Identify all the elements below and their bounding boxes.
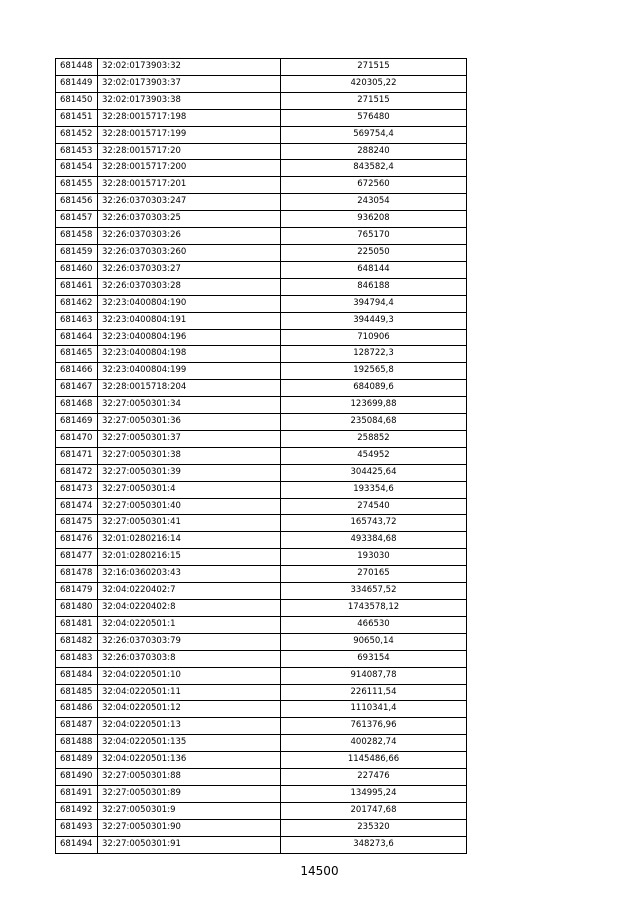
cadastral-number-cell: 32:27:0050301:91 bbox=[98, 836, 281, 853]
cadastral-number-cell: 32:27:0050301:89 bbox=[98, 785, 281, 802]
table-row bbox=[56, 75, 467, 92]
row-id-cell: 681482 bbox=[56, 633, 98, 650]
cadastral-number-cell: 32:23:0400804:198 bbox=[98, 346, 281, 363]
row-id-cell: 681490 bbox=[56, 769, 98, 786]
table-row bbox=[56, 802, 467, 819]
row-id-cell: 681467 bbox=[56, 380, 98, 397]
cadastral-number-cell: 32:04:0220501:12 bbox=[98, 701, 281, 718]
table-row bbox=[56, 244, 467, 261]
row-id-cell: 681474 bbox=[56, 498, 98, 515]
table-row bbox=[56, 464, 467, 481]
row-id-cell: 681456 bbox=[56, 194, 98, 211]
cadastral-number-cell: 32:26:0370303:247 bbox=[98, 194, 281, 211]
row-id-cell: 681463 bbox=[56, 312, 98, 329]
table-row bbox=[56, 329, 467, 346]
value-cell: 288240 bbox=[281, 143, 467, 160]
value-cell: 270165 bbox=[281, 566, 467, 583]
row-id-cell: 681488 bbox=[56, 735, 98, 752]
cadastral-number-cell: 32:27:0050301:37 bbox=[98, 430, 281, 447]
table-row bbox=[56, 295, 467, 312]
cadastral-number-cell: 32:27:0050301:4 bbox=[98, 481, 281, 498]
cadastral-number-cell: 32:23:0400804:191 bbox=[98, 312, 281, 329]
row-id-cell: 681492 bbox=[56, 802, 98, 819]
table-row bbox=[56, 414, 467, 431]
row-id-cell: 681454 bbox=[56, 160, 98, 177]
cadastral-number-cell: 32:04:0220501:10 bbox=[98, 667, 281, 684]
cadastral-number-cell: 32:28:0015717:201 bbox=[98, 177, 281, 194]
row-id-cell: 681449 bbox=[56, 75, 98, 92]
cadastral-number-cell: 32:23:0400804:190 bbox=[98, 295, 281, 312]
value-cell: 1743578,12 bbox=[281, 600, 467, 617]
value-cell: 192565,8 bbox=[281, 363, 467, 380]
row-id-cell: 681473 bbox=[56, 481, 98, 498]
value-cell: 193354,6 bbox=[281, 481, 467, 498]
row-id-cell: 681494 bbox=[56, 836, 98, 853]
value-cell: 90650,14 bbox=[281, 633, 467, 650]
table-row bbox=[56, 633, 467, 650]
table-row bbox=[56, 481, 467, 498]
cadastral-number-cell: 32:26:0370303:27 bbox=[98, 261, 281, 278]
cadastral-number-cell: 32:26:0370303:28 bbox=[98, 278, 281, 295]
value-cell: 226111,54 bbox=[281, 684, 467, 701]
row-id-cell: 681459 bbox=[56, 244, 98, 261]
value-cell: 165743,72 bbox=[281, 515, 467, 532]
row-id-cell: 681458 bbox=[56, 228, 98, 245]
table-row bbox=[56, 447, 467, 464]
value-cell: 227476 bbox=[281, 769, 467, 786]
row-id-cell: 681460 bbox=[56, 261, 98, 278]
row-id-cell: 681468 bbox=[56, 397, 98, 414]
row-id-cell: 681466 bbox=[56, 363, 98, 380]
value-cell: 672560 bbox=[281, 177, 467, 194]
table-row bbox=[56, 363, 467, 380]
cadastral-number-cell: 32:04:0220501:135 bbox=[98, 735, 281, 752]
page-number: 14500 bbox=[300, 864, 339, 878]
cadastral-number-cell: 32:27:0050301:90 bbox=[98, 819, 281, 836]
value-cell: 134995,24 bbox=[281, 785, 467, 802]
table-row bbox=[56, 59, 467, 76]
row-id-cell: 681464 bbox=[56, 329, 98, 346]
table-row bbox=[56, 583, 467, 600]
value-cell: 225050 bbox=[281, 244, 467, 261]
table-row bbox=[56, 228, 467, 245]
cadastral-number-cell: 32:01:0280216:14 bbox=[98, 532, 281, 549]
value-cell: 348273,6 bbox=[281, 836, 467, 853]
row-id-cell: 681481 bbox=[56, 616, 98, 633]
table-row bbox=[56, 515, 467, 532]
row-id-cell: 681480 bbox=[56, 600, 98, 617]
cadastral-number-cell: 32:27:0050301:40 bbox=[98, 498, 281, 515]
table-row bbox=[56, 143, 467, 160]
row-id-cell: 681451 bbox=[56, 109, 98, 126]
cadastral-value-table bbox=[55, 58, 467, 854]
cadastral-number-cell: 32:27:0050301:88 bbox=[98, 769, 281, 786]
cadastral-number-cell: 32:28:0015717:20 bbox=[98, 143, 281, 160]
cadastral-number-cell: 32:27:0050301:41 bbox=[98, 515, 281, 532]
table-row bbox=[56, 430, 467, 447]
cadastral-number-cell: 32:02:0173903:37 bbox=[98, 75, 281, 92]
table-row bbox=[56, 667, 467, 684]
row-id-cell: 681465 bbox=[56, 346, 98, 363]
cadastral-number-cell: 32:02:0173903:32 bbox=[98, 59, 281, 76]
row-id-cell: 681475 bbox=[56, 515, 98, 532]
table-row bbox=[56, 532, 467, 549]
cadastral-number-cell: 32:04:0220402:8 bbox=[98, 600, 281, 617]
table-row bbox=[56, 836, 467, 853]
row-id-cell: 681472 bbox=[56, 464, 98, 481]
cadastral-number-cell: 32:27:0050301:38 bbox=[98, 447, 281, 464]
row-id-cell: 681461 bbox=[56, 278, 98, 295]
value-cell: 761376,96 bbox=[281, 718, 467, 735]
table-row bbox=[56, 769, 467, 786]
table-row bbox=[56, 684, 467, 701]
value-cell: 454952 bbox=[281, 447, 467, 464]
table-row bbox=[56, 600, 467, 617]
cadastral-number-cell: 32:28:0015717:198 bbox=[98, 109, 281, 126]
value-cell: 420305,22 bbox=[281, 75, 467, 92]
value-cell: 271515 bbox=[281, 59, 467, 76]
table-row bbox=[56, 109, 467, 126]
cadastral-number-cell: 32:04:0220402:7 bbox=[98, 583, 281, 600]
cadastral-number-cell: 32:04:0220501:11 bbox=[98, 684, 281, 701]
value-cell: 394449,3 bbox=[281, 312, 467, 329]
value-cell: 400282,74 bbox=[281, 735, 467, 752]
value-cell: 394794,4 bbox=[281, 295, 467, 312]
cadastral-number-cell: 32:04:0220501:136 bbox=[98, 752, 281, 769]
row-id-cell: 681453 bbox=[56, 143, 98, 160]
cadastral-number-cell: 32:04:0220501:13 bbox=[98, 718, 281, 735]
table-row bbox=[56, 549, 467, 566]
cadastral-number-cell: 32:26:0370303:25 bbox=[98, 211, 281, 228]
value-cell: 128722,3 bbox=[281, 346, 467, 363]
value-cell: 684089,6 bbox=[281, 380, 467, 397]
table-row bbox=[56, 718, 467, 735]
row-id-cell: 681448 bbox=[56, 59, 98, 76]
table-row bbox=[56, 92, 467, 109]
table-row bbox=[56, 566, 467, 583]
value-cell: 304425,64 bbox=[281, 464, 467, 481]
value-cell: 765170 bbox=[281, 228, 467, 245]
row-id-cell: 681471 bbox=[56, 447, 98, 464]
row-id-cell: 681487 bbox=[56, 718, 98, 735]
row-id-cell: 681450 bbox=[56, 92, 98, 109]
row-id-cell: 681479 bbox=[56, 583, 98, 600]
cadastral-number-cell: 32:27:0050301:34 bbox=[98, 397, 281, 414]
row-id-cell: 681486 bbox=[56, 701, 98, 718]
table-row bbox=[56, 211, 467, 228]
value-cell: 271515 bbox=[281, 92, 467, 109]
cadastral-number-cell: 32:26:0370303:8 bbox=[98, 650, 281, 667]
value-cell: 493384,68 bbox=[281, 532, 467, 549]
value-cell: 843582,4 bbox=[281, 160, 467, 177]
cadastral-number-cell: 32:26:0370303:26 bbox=[98, 228, 281, 245]
value-cell: 936208 bbox=[281, 211, 467, 228]
value-cell: 235084,68 bbox=[281, 414, 467, 431]
value-cell: 243054 bbox=[281, 194, 467, 211]
row-id-cell: 681491 bbox=[56, 785, 98, 802]
value-cell: 710906 bbox=[281, 329, 467, 346]
value-cell: 466530 bbox=[281, 616, 467, 633]
value-cell: 334657,52 bbox=[281, 583, 467, 600]
cadastral-number-cell: 32:28:0015717:199 bbox=[98, 126, 281, 143]
cadastral-number-cell: 32:26:0370303:260 bbox=[98, 244, 281, 261]
cadastral-number-cell: 32:26:0370303:79 bbox=[98, 633, 281, 650]
table-row bbox=[56, 380, 467, 397]
cadastral-number-cell: 32:23:0400804:196 bbox=[98, 329, 281, 346]
table-row bbox=[56, 616, 467, 633]
value-cell: 235320 bbox=[281, 819, 467, 836]
table-row bbox=[56, 278, 467, 295]
cadastral-number-cell: 32:01:0280216:15 bbox=[98, 549, 281, 566]
row-id-cell: 681469 bbox=[56, 414, 98, 431]
value-cell: 201747,68 bbox=[281, 802, 467, 819]
table-row bbox=[56, 498, 467, 515]
cadastral-number-cell: 32:28:0015717:200 bbox=[98, 160, 281, 177]
value-cell: 274540 bbox=[281, 498, 467, 515]
row-id-cell: 681485 bbox=[56, 684, 98, 701]
cadastral-number-cell: 32:28:0015718:204 bbox=[98, 380, 281, 397]
value-cell: 123699,88 bbox=[281, 397, 467, 414]
cadastral-number-cell: 32:27:0050301:39 bbox=[98, 464, 281, 481]
value-cell: 693154 bbox=[281, 650, 467, 667]
table-row bbox=[56, 752, 467, 769]
row-id-cell: 681462 bbox=[56, 295, 98, 312]
table-row bbox=[56, 194, 467, 211]
table-row bbox=[56, 160, 467, 177]
table-row bbox=[56, 177, 467, 194]
value-cell: 193030 bbox=[281, 549, 467, 566]
cadastral-number-cell: 32:04:0220501:1 bbox=[98, 616, 281, 633]
value-cell: 1110341,4 bbox=[281, 701, 467, 718]
row-id-cell: 681457 bbox=[56, 211, 98, 228]
table-row bbox=[56, 701, 467, 718]
value-cell: 258852 bbox=[281, 430, 467, 447]
cadastral-number-cell: 32:16:0360203:43 bbox=[98, 566, 281, 583]
row-id-cell: 681489 bbox=[56, 752, 98, 769]
row-id-cell: 681483 bbox=[56, 650, 98, 667]
cadastral-number-cell: 32:23:0400804:199 bbox=[98, 363, 281, 380]
row-id-cell: 681476 bbox=[56, 532, 98, 549]
row-id-cell: 681452 bbox=[56, 126, 98, 143]
row-id-cell: 681455 bbox=[56, 177, 98, 194]
table-body bbox=[56, 59, 467, 854]
cadastral-number-cell: 32:02:0173903:38 bbox=[98, 92, 281, 109]
table-row bbox=[56, 650, 467, 667]
value-cell: 648144 bbox=[281, 261, 467, 278]
value-cell: 1145486,66 bbox=[281, 752, 467, 769]
row-id-cell: 681470 bbox=[56, 430, 98, 447]
table-row bbox=[56, 397, 467, 414]
value-cell: 914087,78 bbox=[281, 667, 467, 684]
row-id-cell: 681477 bbox=[56, 549, 98, 566]
row-id-cell: 681484 bbox=[56, 667, 98, 684]
value-cell: 569754,4 bbox=[281, 126, 467, 143]
table-row bbox=[56, 346, 467, 363]
table-row bbox=[56, 126, 467, 143]
table-row bbox=[56, 312, 467, 329]
table-row bbox=[56, 819, 467, 836]
table-row bbox=[56, 261, 467, 278]
row-id-cell: 681493 bbox=[56, 819, 98, 836]
row-id-cell: 681478 bbox=[56, 566, 98, 583]
cadastral-number-cell: 32:27:0050301:36 bbox=[98, 414, 281, 431]
table-row bbox=[56, 735, 467, 752]
table-row bbox=[56, 785, 467, 802]
value-cell: 576480 bbox=[281, 109, 467, 126]
cadastral-number-cell: 32:27:0050301:9 bbox=[98, 802, 281, 819]
value-cell: 846188 bbox=[281, 278, 467, 295]
